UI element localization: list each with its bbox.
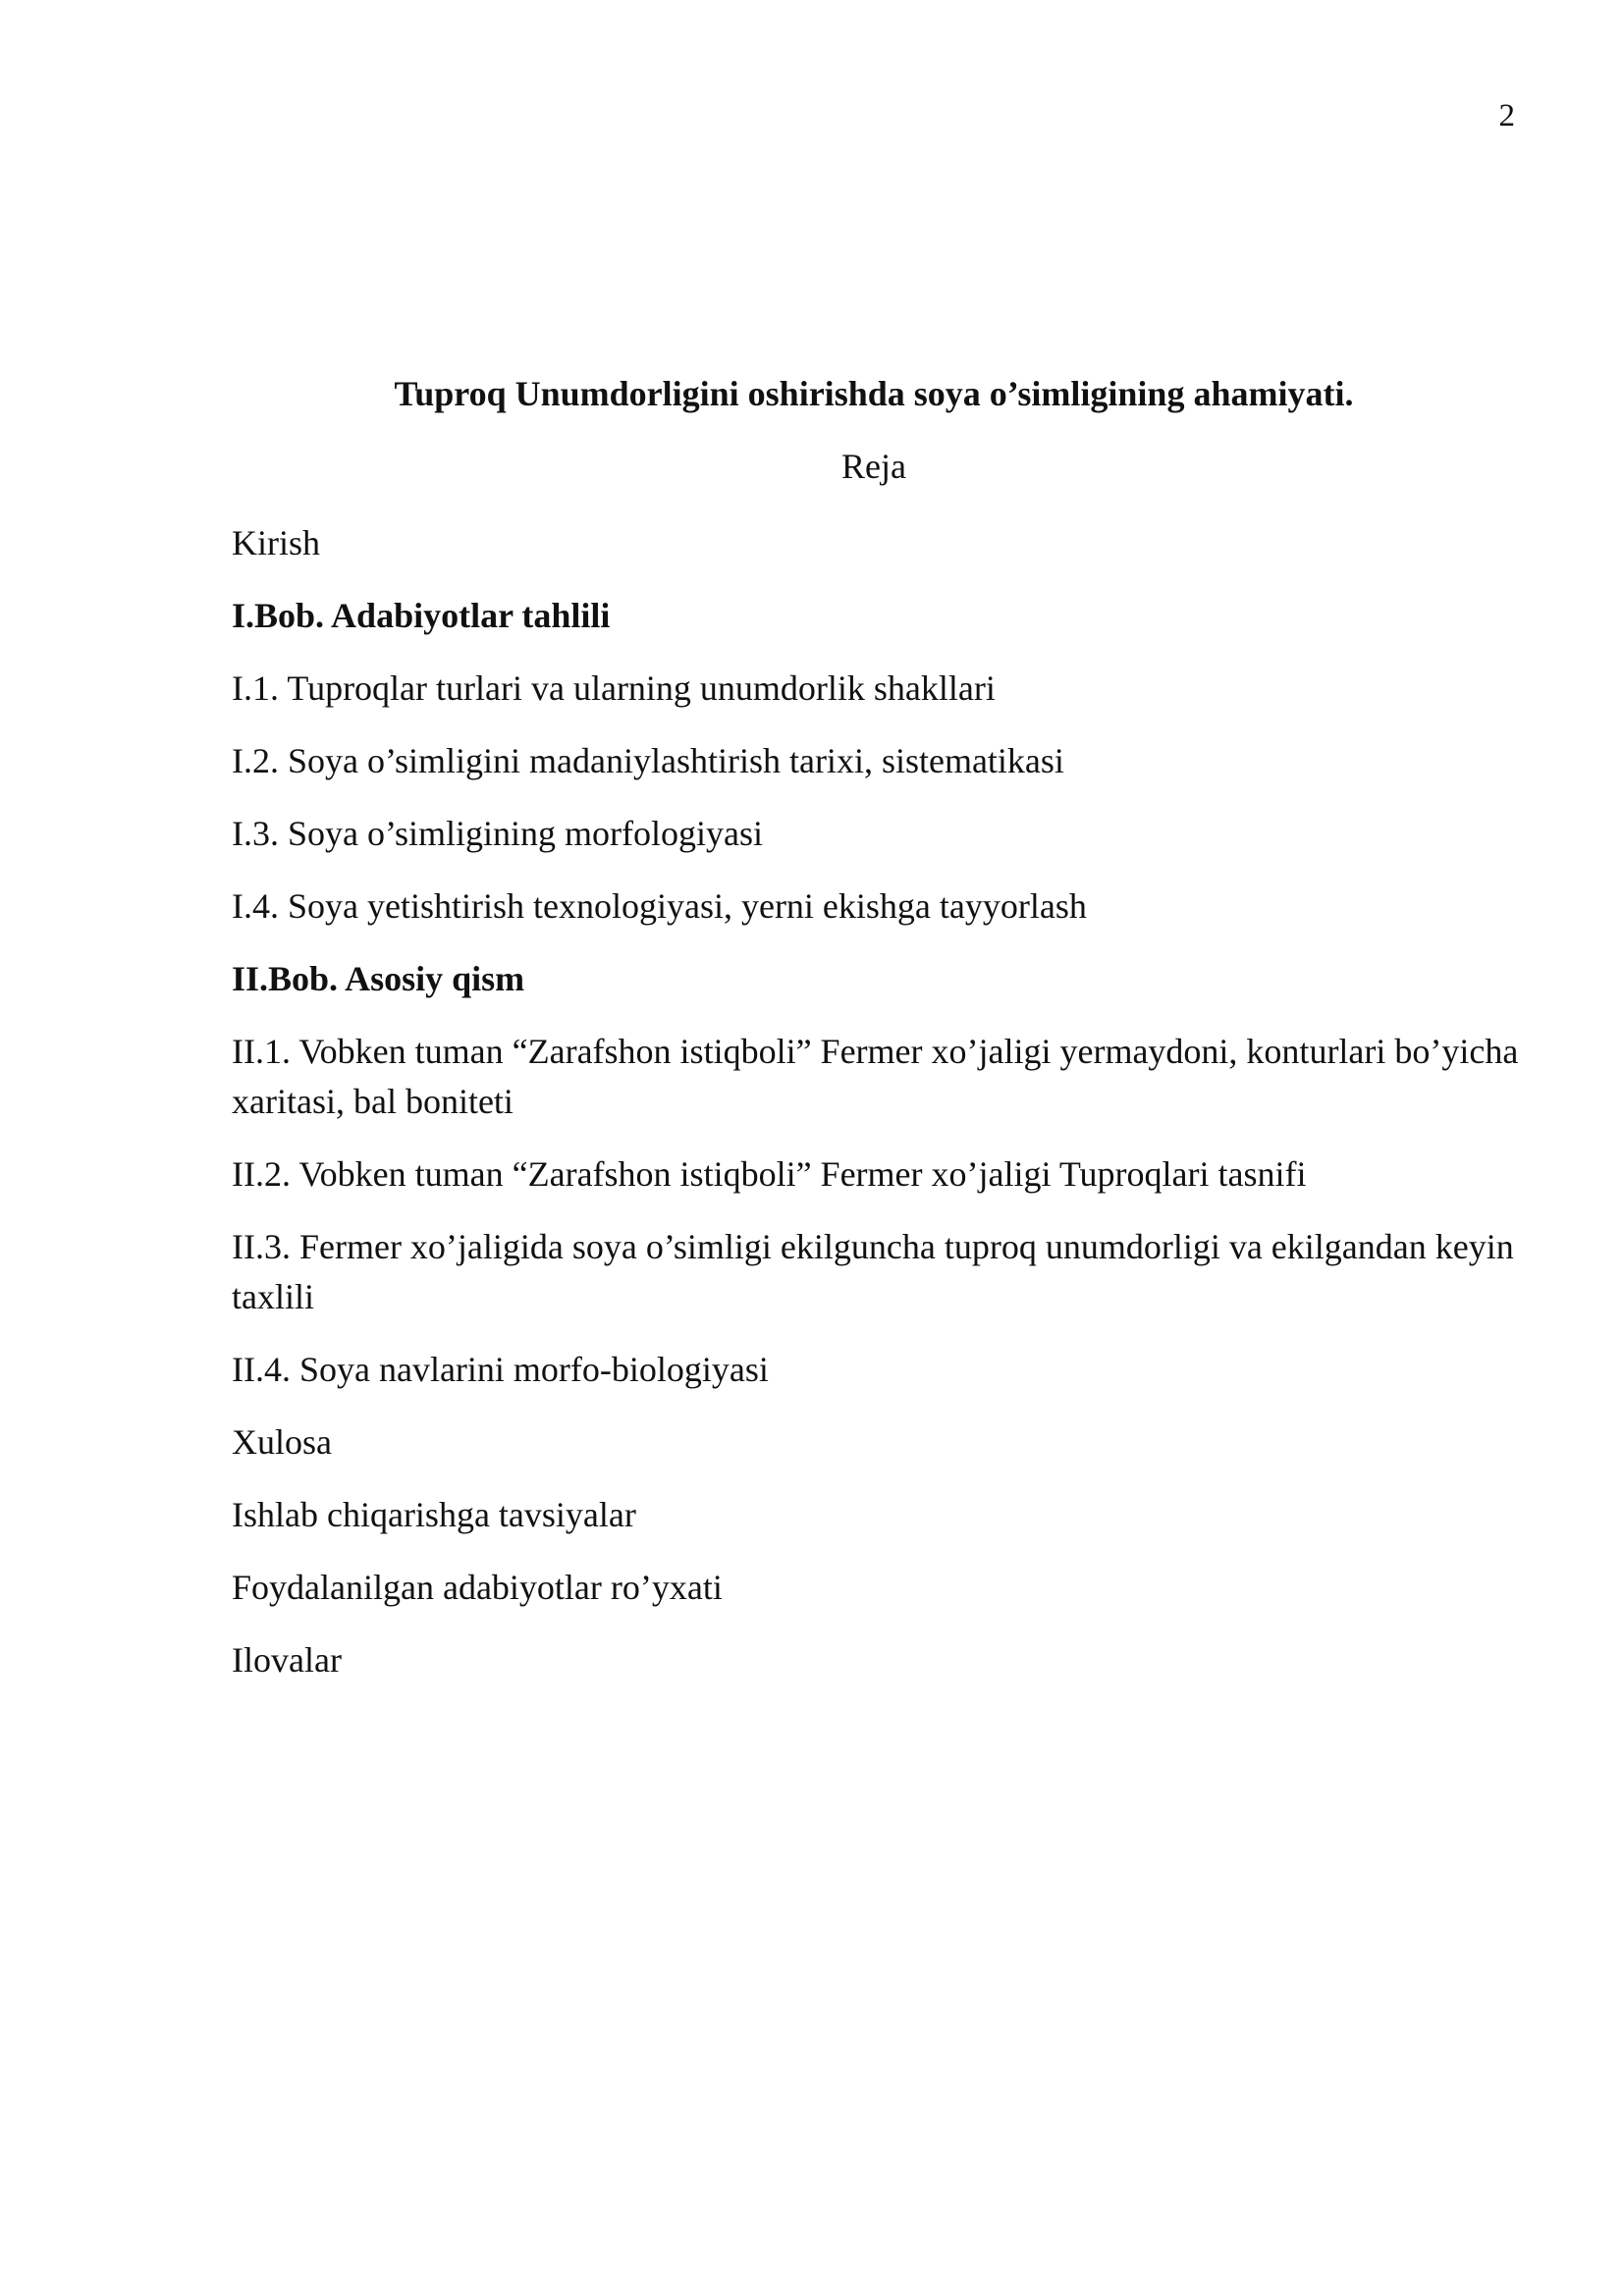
toc-item-chapter-1: I.Bob. Adabiyotlar tahlili (232, 596, 611, 635)
toc-item-1-4: I.4. Soya yetishtirish texnologiyasi, yerni ekishga tayyorlash (232, 886, 1087, 926)
document-title: Tuproq Unumdorligini oshirishda soya o’simligining ahamiyati. (394, 374, 1354, 413)
toc-item-1-1: I.1. Tuproqlar turlari va ularning unumdorlik shakllari (232, 668, 996, 708)
toc-item-2-4: II.4. Soya navlarini morfo-biologiyasi (232, 1350, 769, 1389)
document-subtitle: Reja (841, 447, 906, 486)
toc-item-adabiyotlar: Foydalanilgan adabiyotlar ro’yxati (232, 1568, 723, 1607)
toc-item-tavsiyalar: Ishlab chiqarishga tavsiyalar (232, 1495, 636, 1534)
toc-item-chapter-2: II.Bob. Asosiy qism (232, 959, 525, 998)
toc-item-kirish: Kirish (232, 523, 320, 562)
table-of-contents (232, 518, 1528, 1708)
toc-item-2-3: II.3. Fermer xo’jaligida soya o’simligi ekilguncha tuproq unumdorligi va ekilgandan keyin taxlili (232, 1227, 1514, 1316)
toc-item-ilovalar: Ilovalar (232, 1640, 342, 1680)
toc-item-1-2: I.2. Soya o’simligini madaniylashtirish tarixi, sistematikasi (232, 741, 1064, 780)
page-number: 2 (1498, 98, 1515, 133)
toc-item-1-3: I.3. Soya o’simligining morfologiyasi (232, 814, 763, 853)
toc-item-xulosa: Xulosa (232, 1422, 332, 1462)
toc-item-2-2: II.2. Vobken tuman “Zarafshon istiqboli” Fermer xo’jaligi Tuproqlari tasnifi (232, 1154, 1307, 1194)
toc-item-2-1: II.1. Vobken tuman “Zarafshon istiqboli” Fermer xo’jaligi yermaydoni, konturlari bo’yicha xaritasi, bal boniteti (232, 1032, 1519, 1121)
